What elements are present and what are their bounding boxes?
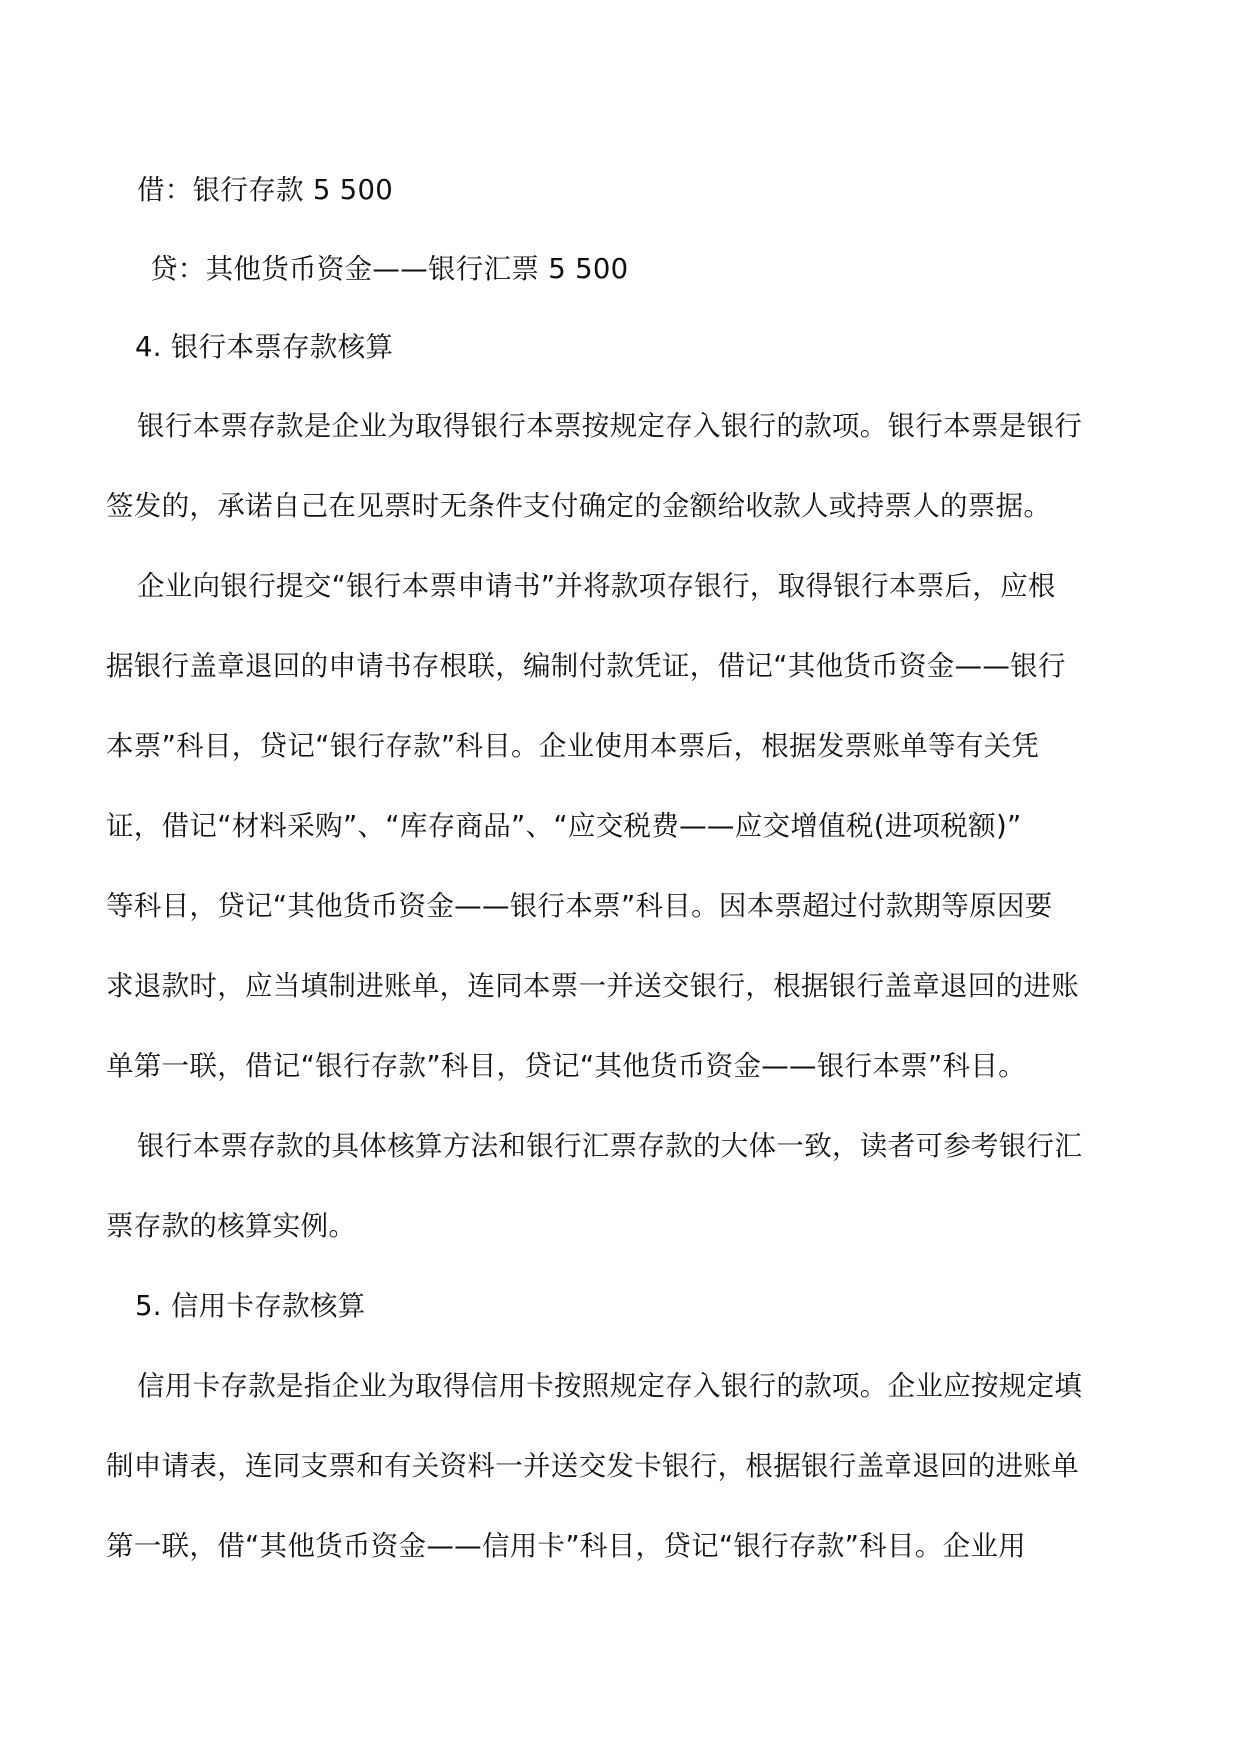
journal-entry-debit: 借：银行存款 5 500 bbox=[137, 174, 394, 206]
paragraph-line: 票存款的核算实例。 bbox=[106, 1210, 357, 1242]
paragraph-line: 证，借记“材料采购”、“库存商品”、“应交税费——应交增值税(进项税额)” bbox=[106, 810, 1022, 842]
paragraph-line: 银行本票存款的具体核算方法和银行汇票存款的大体一致，读者可参考银行汇 bbox=[137, 1130, 1083, 1162]
paragraph-line: 第一联，借“其他货币资金——信用卡”科目，贷记“银行存款”科目。企业用 bbox=[106, 1530, 1026, 1562]
paragraph-line: 单第一联，借记“银行存款”科目，贷记“其他货币资金——银行本票”科目。 bbox=[106, 1050, 1026, 1082]
section-heading-5: 5. 信用卡存款核算 bbox=[135, 1290, 366, 1322]
paragraph-line: 制申请表，连同支票和有关资料一并送交发卡银行，根据银行盖章退回的进账单 bbox=[106, 1450, 1079, 1482]
paragraph-line: 等科目，贷记“其他货币资金——银行本票”科目。因本票超过付款期等原因要 bbox=[106, 890, 1053, 922]
paragraph-line: 银行本票存款是企业为取得银行本票按规定存入银行的款项。银行本票是银行 bbox=[137, 410, 1083, 442]
journal-entry-credit: 贷：其他货币资金——银行汇票 5 500 bbox=[150, 253, 629, 285]
paragraph-line: 企业向银行提交“银行本票申请书”并将款项存银行，取得银行本票后，应根 bbox=[137, 570, 1056, 602]
paragraph-line: 信用卡存款是指企业为取得信用卡按照规定存入银行的款项。企业应按规定填 bbox=[137, 1370, 1083, 1402]
section-heading-4: 4. 银行本票存款核算 bbox=[135, 331, 394, 363]
paragraph-line: 签发的，承诺自己在见票时无条件支付确定的金额给收款人或持票人的票据。 bbox=[106, 490, 1052, 522]
paragraph-line: 本票”科目，贷记“银行存款”科目。企业使用本票后，根据发票账单等有关凭 bbox=[106, 730, 1040, 762]
paragraph-line: 求退款时，应当填制进账单，连同本票一并送交银行，根据银行盖章退回的进账 bbox=[106, 970, 1079, 1002]
paragraph-line: 据银行盖章退回的申请书存根联，编制付款凭证，借记“其他货币资金——银行 bbox=[106, 650, 1066, 682]
